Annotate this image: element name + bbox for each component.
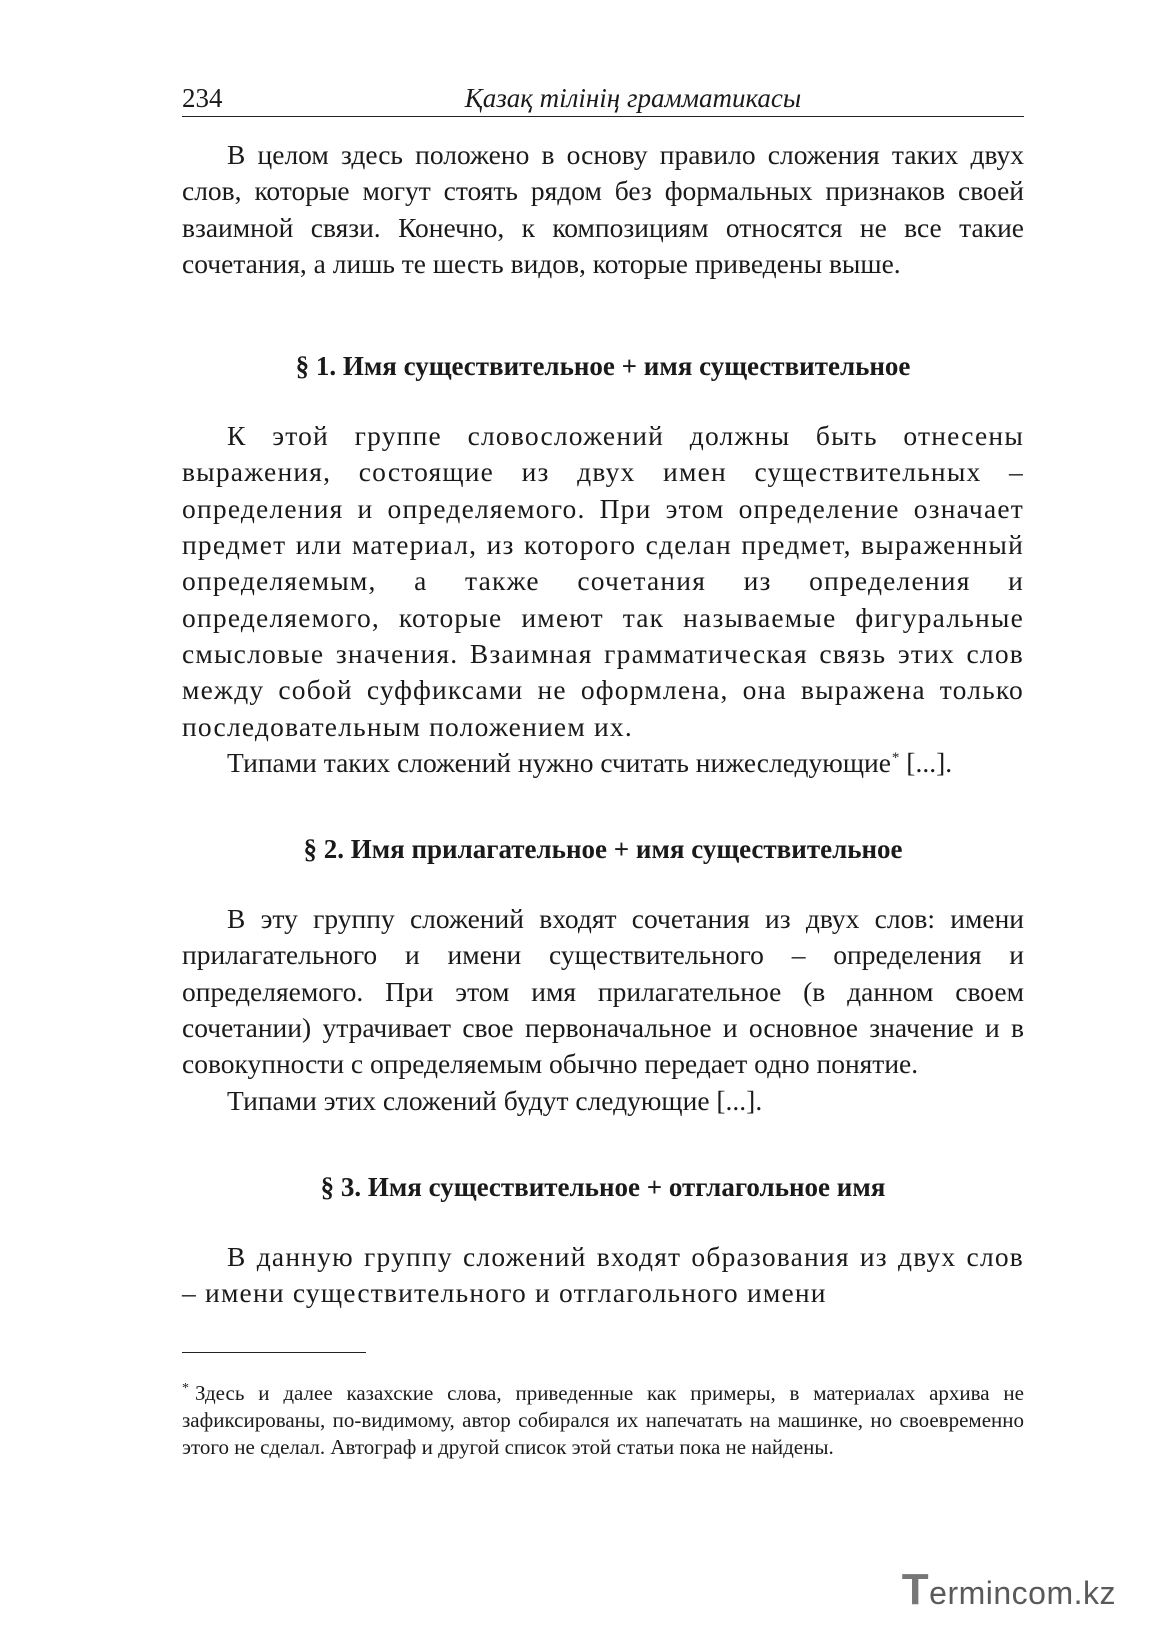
footnote-text: Здесь и далее казахские слова, приведенные как примеры, в материалах архива не зафиксированы, по-видимому, автор собирался их напечатать на машинке, но своевременно этого не сделал. Автограф и другой список этой статьи пока не найдены. [182, 1380, 1024, 1459]
section-2-paragraph-2: Типами этих сложений будут следующие [...]. [227, 1084, 763, 1116]
section-1-paragraph-2-end: [...]. [899, 746, 953, 778]
book-page [182, 78, 1024, 1461]
section-1-paragraph-2 [182, 745, 1024, 781]
watermark-logo [902, 1565, 1116, 1615]
footnote-reference[interactable]: * [891, 749, 900, 766]
section-1-paragraph-2-text: Типами таких сложений нужно считать нижеследующие [227, 746, 891, 778]
section-3-paragraph-1: В данную группу сложений входят образования из двух слов – имени существительного и отглагольного имени [182, 1240, 1024, 1309]
footnote-marker: * [182, 1380, 189, 1396]
section-1-paragraph-1: К этой группе словосложений должны быть отнесены выражения, состоящие из двух имен существительных – определения и определяемого. При этом определение означает предмет или материал, из которого сделан предмет, выраженный определяемым, а также сочетания из определения и определяемого, которые имеют так называемые фигуральные смысловые значения. Взаимная грамматическая связь этих слов между собой суффиксами не оформлена, она выражена только последовательным положением их. [182, 420, 1024, 742]
watermark-text: ermincom.kz [929, 1575, 1116, 1611]
watermark-initial: T [901, 1565, 930, 1614]
intro-paragraph: В целом здесь положено в основу правило сложения таких двух слов, которые могут стоять рядом без формальных признаков своей взаимной связи. Конечно, к композициям относятся не все такие сочетания, а лишь те шесть видов, которые приведены выше. [182, 139, 1024, 279]
section-1-heading: § 1. Имя существительное + имя существительное [295, 351, 911, 382]
page-number: 234 [182, 83, 223, 113]
running-title: Қазақ тілінің грамматикасы [464, 83, 802, 113]
footnote-rule [182, 1352, 366, 1353]
footnote [182, 1375, 1024, 1461]
running-head [182, 78, 1024, 117]
section-2-heading: § 2. Имя прилагательное + имя существительное [303, 834, 903, 865]
section-3-heading: § 3. Имя существительное + отглагольное имя [320, 1171, 886, 1202]
section-2-paragraph-1: В эту группу сложений входят сочетания из двух слов: имени прилагательного и имени существительного – определения и определяемого. При этом имя прилагательное (в данном своем сочетании) утрачивает свое первоначальное и основное значение и в совокупности с определяемым обычно передает одно понятие. [182, 903, 1024, 1080]
